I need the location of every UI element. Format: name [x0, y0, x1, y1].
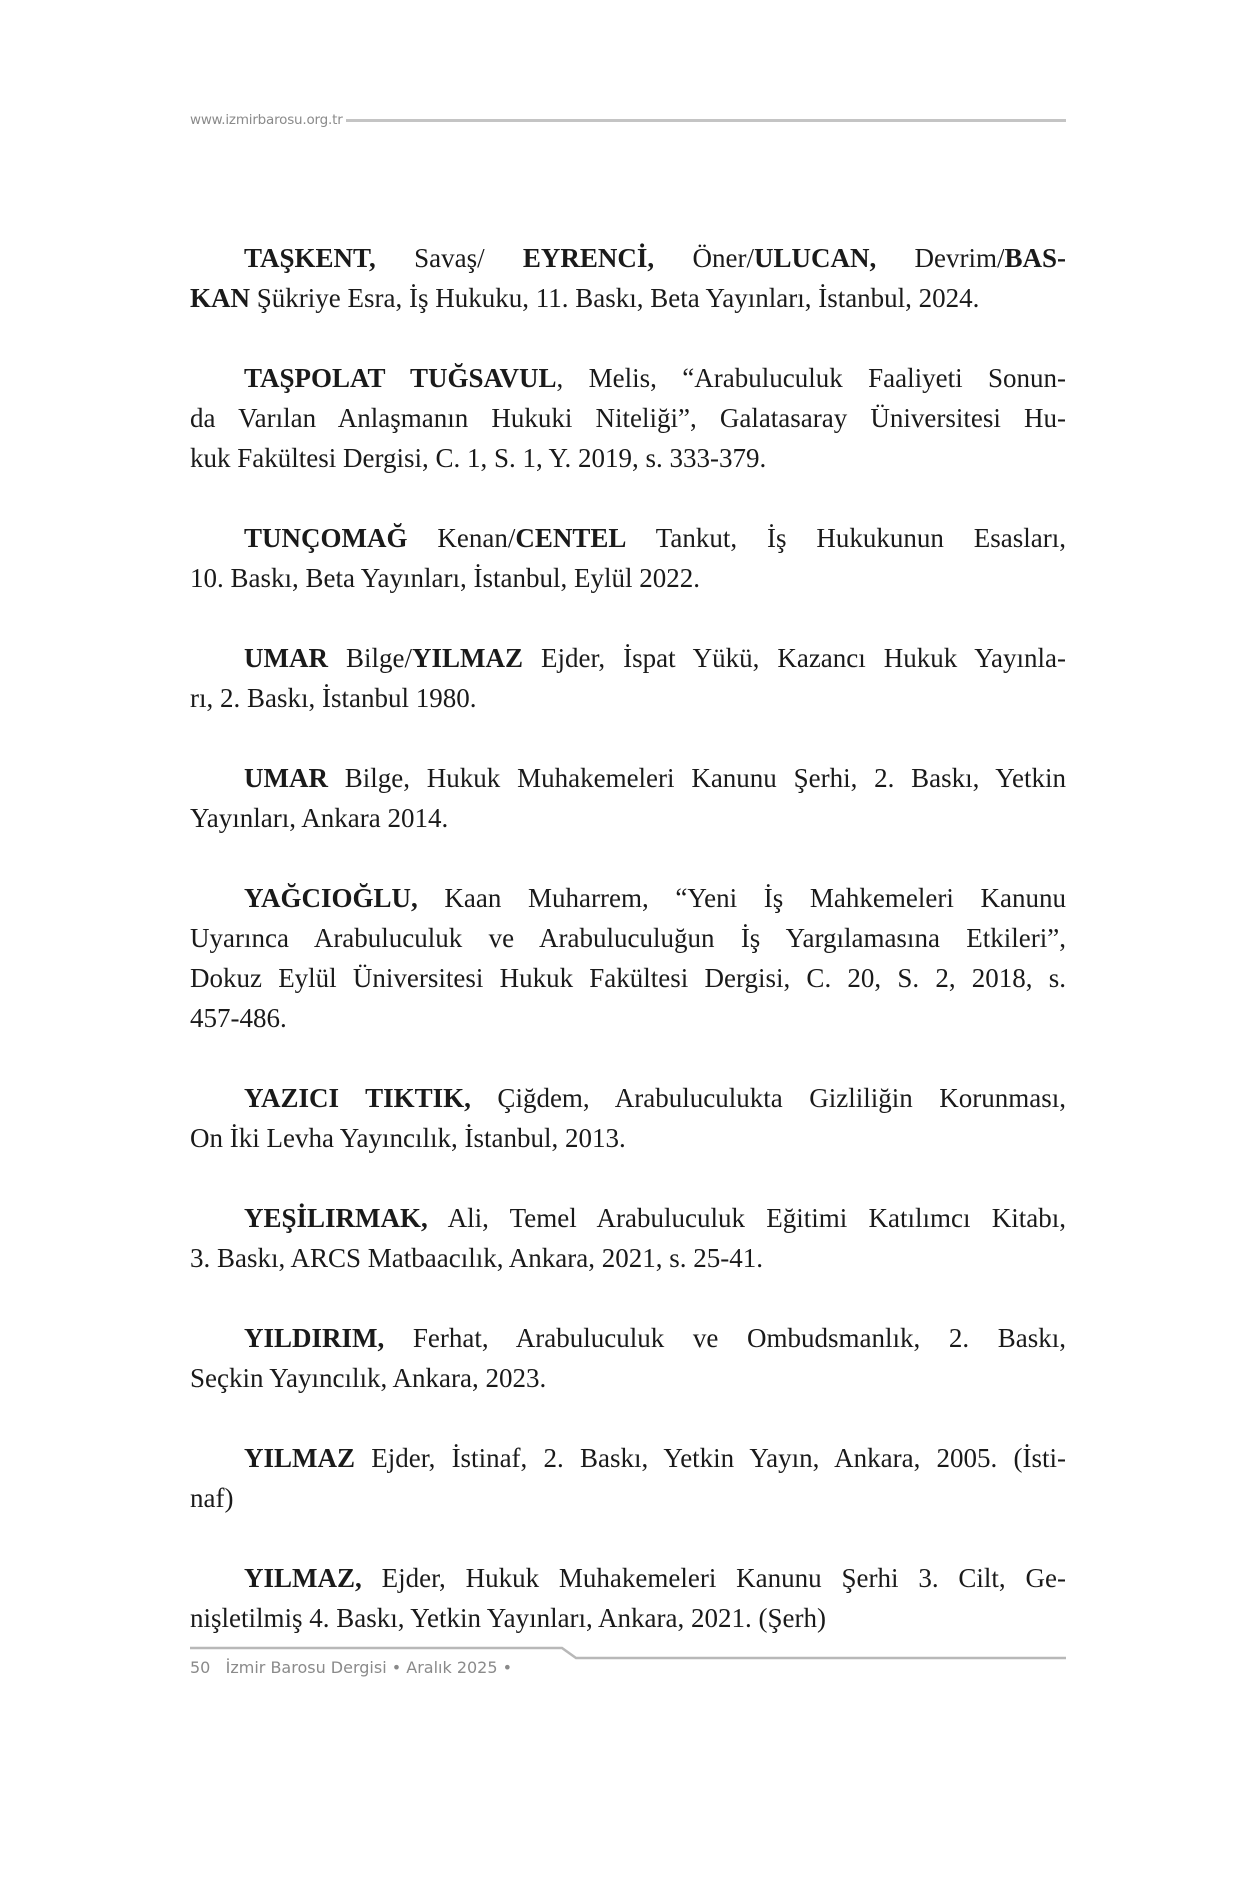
bibliography-entry	[190, 358, 1066, 478]
entry-line	[190, 1118, 1066, 1158]
citation-text: da Varılan Anlaşmanın Hukuki Niteliği”, Galatasaray Üniversitesi Hu-	[190, 403, 1066, 433]
entry-line	[190, 638, 1066, 678]
page-footer	[190, 1642, 1066, 1682]
entry-line	[190, 1078, 1066, 1118]
citation-text: 3. Baskı, ARCS Matbaacılık, Ankara, 2021, s. 25-41.	[190, 1243, 763, 1273]
entry-line	[190, 798, 1066, 838]
bibliography-entry	[190, 518, 1066, 598]
citation-text: Şükriye Esra, İş Hukuku, 11. Baskı, Beta Yayınları, İstanbul, 2024.	[250, 283, 980, 313]
citation-text: naf)	[190, 1483, 234, 1513]
author-name: YILDIRIM,	[244, 1323, 385, 1353]
citation-text: Ferhat, Arabuluculuk ve Ombudsmanlık, 2. Baskı,	[384, 1323, 1066, 1353]
bibliography-entry	[190, 878, 1066, 1038]
citation-text: kuk Fakültesi Dergisi, C. 1, S. 1, Y. 2019, s. 333-379.	[190, 443, 767, 473]
entry-line	[190, 678, 1066, 718]
entry-line	[190, 1438, 1066, 1478]
author-name: BAS-	[1004, 243, 1067, 273]
author-name: YAZICI TIKTIK,	[244, 1083, 471, 1113]
bibliography-entry	[190, 1558, 1066, 1638]
author-name: YILMAZ	[411, 643, 523, 673]
bibliography-entry	[190, 1438, 1066, 1518]
citation-text: Kaan Muharrem, “Yeni İş Mahkemeleri Kanunu	[417, 883, 1066, 913]
author-name: YILMAZ,	[244, 1563, 362, 1593]
entry-line	[190, 398, 1066, 438]
entry-line	[190, 1318, 1066, 1358]
citation-text: Dokuz Eylül Üniversitesi Hukuk Fakültesi Dergisi, C. 20, S. 2, 2018, s.	[190, 963, 1066, 993]
citation-text: Seçkin Yayıncılık, Ankara, 2023.	[190, 1363, 547, 1393]
author-name: UMAR	[244, 763, 328, 793]
citation-text: Savaş/	[375, 243, 523, 273]
citation-text: Çiğdem, Arabuluculukta Gizliliğin Korunması,	[470, 1083, 1066, 1113]
header-rule	[346, 119, 1066, 122]
bibliography-entry	[190, 758, 1066, 838]
citation-text: Uyarınca Arabuluculuk ve Arabuluculuğun İş Yargılamasına Etkileri”,	[190, 923, 1066, 953]
bibliography	[190, 238, 1066, 1678]
page-number: 50	[190, 1658, 211, 1677]
author-name: EYRENCİ,	[522, 243, 655, 273]
entry-line	[190, 238, 1066, 278]
entry-line	[190, 958, 1066, 998]
author-name: YILMAZ	[244, 1443, 356, 1473]
bibliography-entry	[190, 1078, 1066, 1158]
entry-line	[190, 1598, 1066, 1638]
author-name: TUNÇOMAĞ	[244, 523, 408, 553]
author-name: YEŞİLIRMAK,	[244, 1203, 428, 1233]
citation-text: Ejder, İspat Yükü, Kazancı Hukuk Yayınla-	[523, 643, 1067, 673]
entry-line	[190, 518, 1066, 558]
citation-text: Ali, Temel Arabuluculuk Eğitimi Katılımcı Kitabı,	[427, 1203, 1066, 1233]
citation-text: 457-486.	[190, 1003, 287, 1033]
bibliography-entry	[190, 238, 1066, 318]
citation-text: nişletilmiş 4. Baskı, Yetkin Yayınları, Ankara, 2021. (Şerh)	[190, 1603, 826, 1633]
citation-text: Öner/	[654, 243, 754, 273]
citation-text: Ejder, İstinaf, 2. Baskı, Yetkin Yayın, Ankara, 2005. (İsti-	[355, 1443, 1066, 1473]
author-name: TAŞPOLAT TUĞSAVUL	[244, 363, 557, 393]
entry-line	[190, 1238, 1066, 1278]
journal-info: İzmir Barosu Dergisi • Aralık 2025 •	[225, 1658, 513, 1677]
bibliography-entry	[190, 638, 1066, 718]
page-header	[190, 110, 1066, 130]
website-url: www.izmirbarosu.org.tr	[190, 112, 343, 128]
bibliography-entry	[190, 1198, 1066, 1278]
entry-line	[190, 1558, 1066, 1598]
entry-line	[190, 438, 1066, 478]
author-name: YAĞCIOĞLU,	[244, 883, 418, 913]
author-name: CENTEL	[515, 523, 627, 553]
entry-line	[190, 878, 1066, 918]
citation-text: On İki Levha Yayıncılık, İstanbul, 2013.	[190, 1123, 626, 1153]
author-name: UMAR	[244, 643, 328, 673]
citation-text: Devrim/	[876, 243, 1005, 273]
entry-line	[190, 1198, 1066, 1238]
entry-line	[190, 1478, 1066, 1518]
bibliography-entry	[190, 1318, 1066, 1398]
entry-line	[190, 918, 1066, 958]
entry-line	[190, 358, 1066, 398]
entry-line	[190, 758, 1066, 798]
entry-line	[190, 558, 1066, 598]
entry-line	[190, 998, 1066, 1038]
entry-line	[190, 1358, 1066, 1398]
citation-text: Ejder, Hukuk Muhakemeleri Kanunu Şerhi 3. Cilt, Ge-	[361, 1563, 1066, 1593]
citation-text: , Melis, “Arabuluculuk Faaliyeti Sonun-	[556, 363, 1066, 393]
entry-line	[190, 278, 1066, 318]
author-name: ULUCAN,	[753, 243, 877, 273]
citation-text: Kenan/	[407, 523, 516, 553]
citation-text: Tankut, İş Hukukunun Esasları,	[626, 523, 1067, 553]
author-name: TAŞKENT,	[244, 243, 376, 273]
citation-text: Bilge/	[327, 643, 412, 673]
citation-text: Bilge, Hukuk Muhakemeleri Kanunu Şerhi, 2. Baskı, Yetkin	[327, 763, 1066, 793]
footer-text	[190, 1658, 512, 1677]
citation-text: rı, 2. Baskı, İstanbul 1980.	[190, 683, 477, 713]
citation-text: Yayınları, Ankara 2014.	[190, 803, 449, 833]
author-name: KAN	[190, 283, 250, 313]
citation-text: 10. Baskı, Beta Yayınları, İstanbul, Eylül 2022.	[190, 563, 700, 593]
